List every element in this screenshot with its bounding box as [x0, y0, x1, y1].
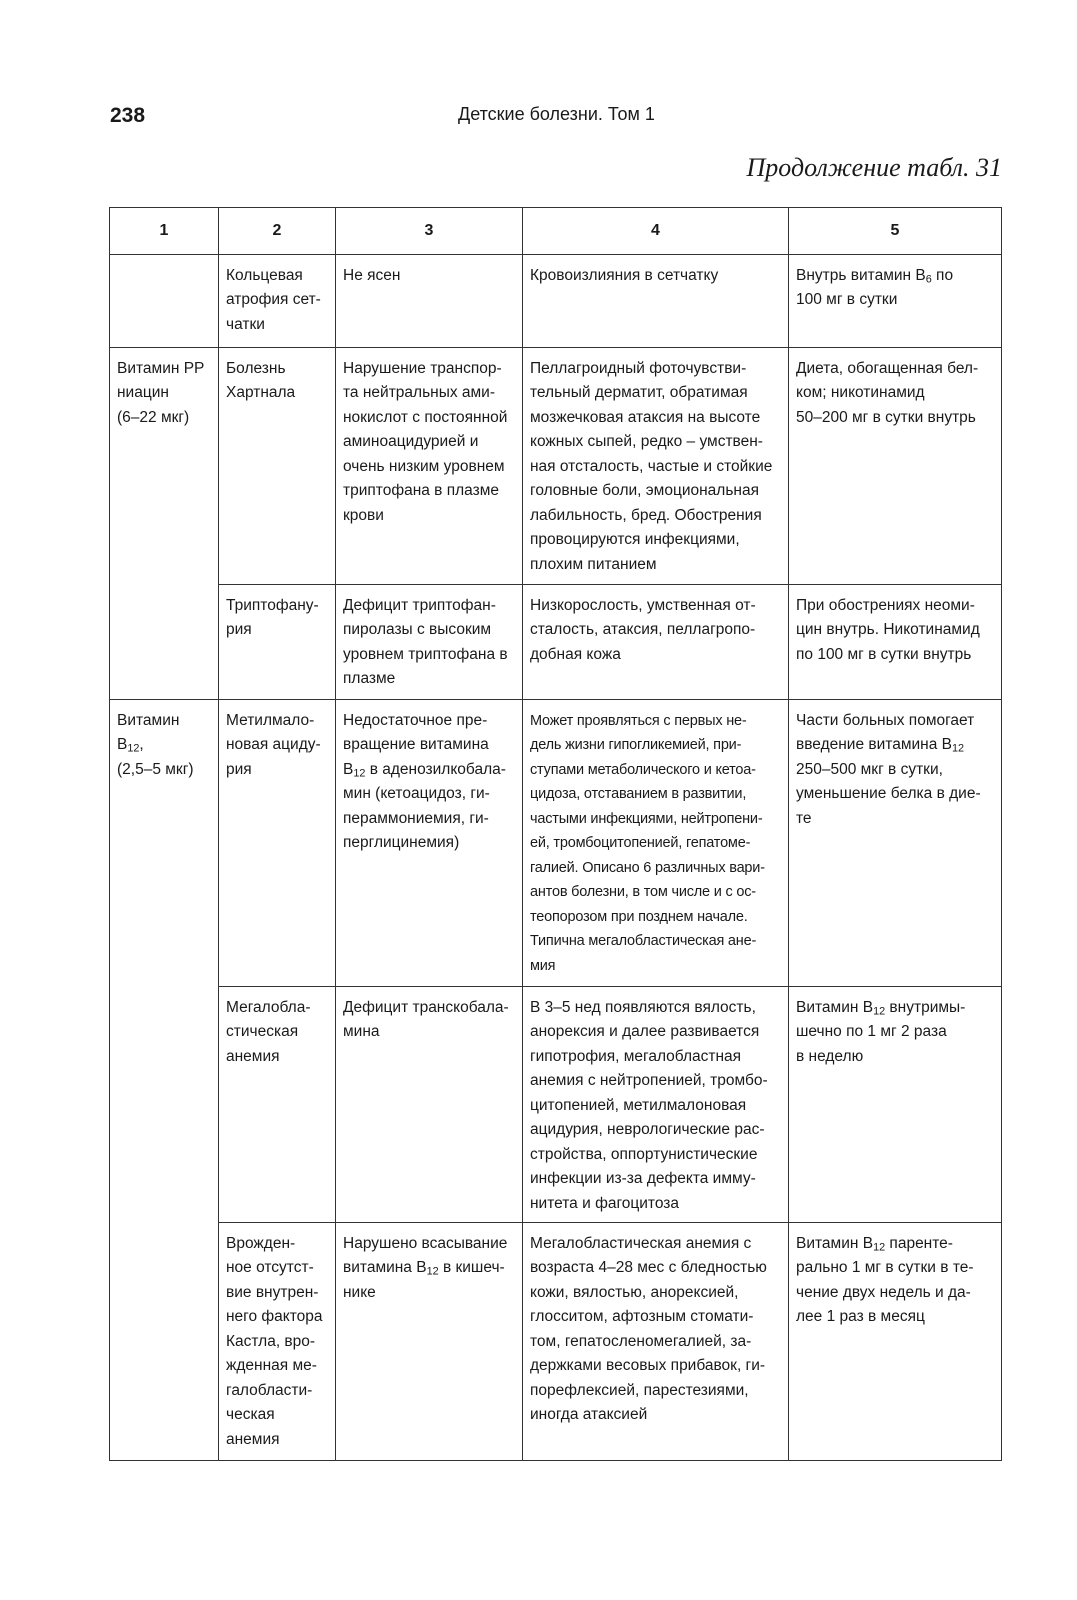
cell-text-line: очень низким уровнем: [343, 457, 505, 475]
subscript: 12: [426, 1265, 439, 1278]
cell-text-line: уровнем триптофана в: [343, 645, 508, 663]
cell-text-line: Дефицит триптофан-: [343, 596, 496, 614]
cell-text-line: Болезнь: [226, 359, 286, 377]
subscript: 12: [951, 742, 965, 755]
cause-cell: [336, 1222, 523, 1460]
cell-text-line: ацидурия, неврологические рас-: [530, 1121, 765, 1138]
vitamin-cell: [110, 347, 219, 584]
cell-text-line: Кровоизлияния в сетчатку: [530, 266, 719, 284]
vitamin-cell: [110, 584, 219, 699]
cell-text-line: Мегалобластическая анемия с: [530, 1234, 752, 1252]
cell-text-line: нике: [343, 1283, 376, 1301]
vitamin-cell: [110, 254, 219, 347]
column-header: 1: [110, 208, 219, 255]
cell-text-line: жденная ме-: [226, 1357, 317, 1374]
cell-text-line: сталость, атаксия, пеллагропо-: [530, 621, 756, 638]
cell-text-line: анорексия и далее развивается: [530, 1023, 760, 1040]
cell-text-line: те: [796, 809, 812, 827]
cell-text-line: Врожден-: [226, 1234, 296, 1252]
cause-cell: [336, 986, 523, 1222]
cell-text-line: анемия: [226, 1430, 280, 1448]
table-row: [110, 1222, 1002, 1460]
cell-text-line: Мегалобла-: [226, 998, 311, 1016]
cell-text-line: Нарушение транспор-: [343, 359, 502, 377]
column-header: 3: [336, 208, 523, 255]
cell-text-line: При обострениях неоми-: [796, 596, 975, 614]
cell-text-line: провоцируются инфекциями,: [530, 531, 740, 548]
cell-text-line: Недостаточное пре-: [343, 711, 488, 729]
disease-cell: [219, 1222, 336, 1460]
treatment-cell: [789, 986, 1002, 1222]
cell-text-line: мин (кетоацидоз, ги-: [343, 785, 490, 802]
symptoms-cell: [523, 1222, 789, 1460]
table-row: [110, 699, 1002, 986]
table-row: [110, 584, 1002, 699]
cell-text-line: чение двух недель и да-: [796, 1283, 971, 1301]
cause-cell: [336, 347, 523, 584]
cell-text-line: Диета, обогащенная бел-: [796, 359, 979, 377]
cell-text-line: Дефицит транскобала-: [343, 998, 509, 1016]
cell-text-line: галобласти-: [226, 1381, 313, 1399]
cell-text-line: плохим питанием: [530, 555, 657, 573]
cell-text-line: Может проявляться с первых не-: [530, 712, 747, 729]
cell-text-line: мозжечковая атаксия на высоте: [530, 408, 761, 426]
cell-text-line: (2,5–5 мкг): [117, 760, 194, 778]
symptoms-cell: [523, 986, 789, 1222]
data-table: [109, 207, 1002, 1461]
cell-text-line: $B_{12}$ в аденозилкобала-: [343, 760, 506, 780]
page-number: 238: [110, 104, 146, 127]
cell-text-line: Хартнала: [226, 384, 296, 401]
cell-text-line: чатки: [226, 315, 265, 333]
subscript: 12: [127, 742, 140, 755]
column-header: 2: [219, 208, 336, 255]
cause-cell: [336, 699, 523, 986]
cell-text-line: вращение витамина: [343, 736, 489, 753]
cell-text-line: добная кожа: [530, 645, 621, 663]
cell-text-line: рия: [226, 621, 252, 638]
cell-text-line: В 3–5 нед появляются вялость,: [530, 998, 756, 1016]
treatment-cell: [789, 699, 1002, 986]
subscript: 12: [873, 1241, 886, 1254]
cell-text-line: Витамин $B_{12}$ внутримы-: [796, 998, 966, 1018]
cell-text-line: цидоза, отставанием в развитии,: [530, 786, 747, 802]
cell-text-line: триптофана в плазме: [343, 482, 499, 499]
cell-text-line: Пеллагроидный фоточувстви-: [530, 359, 747, 377]
cell-text-line: новая ациду-: [226, 736, 321, 753]
disease-cell: [219, 347, 336, 584]
cell-text-line: Нарушено всасывание: [343, 1234, 508, 1252]
symptoms-cell: [523, 699, 789, 986]
table-row: [110, 254, 1002, 347]
cell-text-line: гипотрофия, мегалобластная: [530, 1047, 742, 1065]
cell-text-line: рия: [226, 760, 252, 778]
cause-cell: [336, 254, 523, 347]
vitamin-cell: [110, 699, 219, 986]
cell-text-line: анемия: [226, 1047, 280, 1065]
symptoms-cell: [523, 584, 789, 699]
treatment-cell: [789, 254, 1002, 347]
running-title: Детские болезни. Том 1: [458, 104, 655, 124]
cell-text-line: лабильность, бред. Обострения: [530, 506, 762, 524]
cell-text-line: рально 1 мг в сутки в те-: [796, 1259, 974, 1276]
cell-text-line: инфекции из-за дефекта имму-: [530, 1170, 756, 1187]
cell-text-line: 100 мг в сутки: [796, 291, 898, 308]
cell-text-line: аминоацидурией и: [343, 433, 479, 450]
cell-text-line: ная отсталость, частые и стойкие: [530, 457, 773, 475]
cell-text-line: перглицинемия): [343, 834, 460, 851]
subscript: 6: [925, 273, 932, 286]
cell-text-line: порефлексией, парестезиями,: [530, 1381, 749, 1399]
cell-text-line: мия: [530, 957, 556, 974]
cell-text-line: возраста 4–28 мес с бледностью: [530, 1259, 767, 1276]
cell-text-line: введение витамина $B_{12}$: [796, 736, 965, 755]
cell-text-line: пиролазы с высоким: [343, 621, 492, 638]
cell-text-line: $B_{12}$,: [117, 736, 144, 755]
cell-text-line: Кольцевая: [226, 266, 303, 284]
cell-text-line: цин внутрь. Никотинамид: [796, 621, 980, 638]
cell-text-line: (6–22 мкг): [117, 408, 190, 426]
cell-text-line: Триптофану-: [226, 596, 319, 614]
cell-text-line: дель жизни гипогликемией, при-: [530, 737, 742, 753]
column-header: 4: [523, 208, 789, 255]
cell-text-line: тельный дерматит, обратимая: [530, 384, 748, 401]
cell-text-line: Типична мегалобластическая ане-: [530, 933, 757, 949]
cell-text-line: кожи, вялостью, анорексией,: [530, 1283, 739, 1301]
cell-text-line: ком; никотинамид: [796, 384, 925, 401]
cell-text-line: головные боли, эмоциональная: [530, 482, 759, 499]
treatment-cell: [789, 584, 1002, 699]
cell-text-line: мина: [343, 1023, 380, 1040]
cause-cell: [336, 584, 523, 699]
column-header: 5: [789, 208, 1002, 255]
vitamin-cell: [110, 1222, 219, 1460]
table-row: [110, 986, 1002, 1222]
table-caption: Продолжение табл. 31: [746, 153, 1002, 182]
cell-text-line: та нейтральных ами-: [343, 384, 496, 401]
table-row: [110, 347, 1002, 584]
cell-text-line: вие внутрен-: [226, 1283, 319, 1301]
cell-text-line: антов болезни, в том числе и с ос-: [530, 884, 756, 900]
cell-text-line: цитопенией, метилмалоновая: [530, 1096, 747, 1114]
cell-text-line: стройства, оппортунистические: [530, 1145, 758, 1163]
vitamin-cell: [110, 986, 219, 1222]
cell-text-line: 250–500 мкг в сутки,: [796, 760, 943, 778]
cell-text-line: теопорозом при позднем начале.: [530, 908, 748, 925]
cell-text-line: Кастла, вро-: [226, 1332, 316, 1350]
cell-text-line: шечно по 1 мг 2 раза: [796, 1023, 947, 1040]
treatment-cell: [789, 347, 1002, 584]
disease-cell: [219, 986, 336, 1222]
symptoms-cell: [523, 347, 789, 584]
cell-text-line: плазме: [343, 670, 396, 687]
disease-cell: [219, 254, 336, 347]
cell-text-line: лее 1 раз в месяц: [796, 1308, 925, 1325]
cell-text-line: Витамин РР: [117, 359, 205, 377]
cell-text-line: атрофия сет-: [226, 291, 321, 308]
cell-text-line: том, гепатосленомегалией, за-: [530, 1332, 752, 1350]
cell-text-line: него фактора: [226, 1308, 323, 1325]
cell-text-line: крови: [343, 506, 384, 524]
cell-text-line: нитета и фагоцитоза: [530, 1194, 680, 1212]
cell-text-line: в неделю: [796, 1047, 864, 1065]
disease-cell: [219, 584, 336, 699]
cell-text-line: нокислот с постоянной: [343, 408, 508, 426]
cell-text-line: Низкорослость, умственная от-: [530, 596, 756, 614]
cell-text-line: галией. Описано 6 различных вари-: [530, 859, 765, 876]
cell-text-line: ное отсутст-: [226, 1259, 314, 1276]
cell-text-line: Части больных помогает: [796, 711, 975, 729]
cell-text-line: держками весовых прибавок, ги-: [530, 1357, 766, 1374]
cell-text-line: по 100 мг в сутки внутрь: [796, 645, 972, 663]
cell-text-line: стическая: [226, 1023, 299, 1040]
cell-text-line: витамина $B_{12}$ в кишеч-: [343, 1259, 505, 1278]
disease-cell: [219, 699, 336, 986]
subscript: 12: [873, 1005, 886, 1018]
table-header-row: [110, 208, 1002, 255]
cell-text-line: 50–200 мг в сутки внутрь: [796, 408, 976, 426]
subscript: 12: [353, 767, 366, 780]
cell-text-line: ниацин: [117, 384, 169, 401]
cell-text-line: анемия с нейтропенией, тромбо-: [530, 1072, 768, 1089]
symptoms-cell: [523, 254, 789, 347]
cell-text-line: глосситом, афтозным стомати-: [530, 1308, 754, 1325]
treatment-cell: [789, 1222, 1002, 1460]
cell-text-line: частыми инфекциями, нейтропени-: [530, 810, 763, 827]
cell-text-line: ческая: [226, 1406, 275, 1423]
cell-text-line: Витамин $B_{12}$ паренте-: [796, 1234, 953, 1254]
cell-text-line: пераммониемия, ги-: [343, 809, 489, 827]
cell-text-line: ей, тромбоцитопенией, гепатоме-: [530, 835, 751, 851]
cell-text-line: Внутрь витамин $B_6$ по: [796, 266, 954, 286]
cell-text-line: уменьшение белка в дие-: [796, 785, 981, 802]
cell-text-line: Витамин: [117, 711, 180, 729]
cell-text-line: Метилмало-: [226, 711, 315, 729]
cell-text-line: ступами метаболического и кетоа-: [530, 761, 756, 778]
cell-text-line: иногда атаксией: [530, 1406, 648, 1423]
cell-text-line: Не ясен: [343, 266, 401, 284]
cell-text-line: кожных сыпей, редко – умствен-: [530, 433, 763, 450]
